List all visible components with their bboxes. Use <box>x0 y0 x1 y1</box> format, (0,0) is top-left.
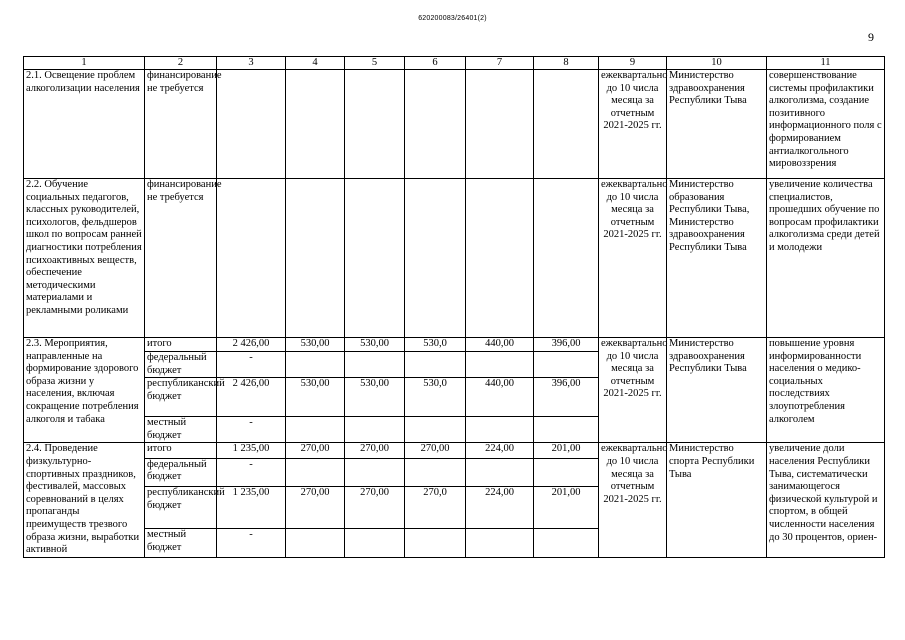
result-cell: повышение уровня информированности населения о медико-социальных последствиях злоупотребления алкоголем <box>767 338 885 443</box>
column-header: 1 <box>24 57 145 70</box>
value-cell: 224,00 <box>466 486 534 528</box>
activity-cell: 2.3. Мероприятия, направленные на формирование здорового образа жизни у населения, включая сокращение потребления алкоголя и табака <box>24 338 145 443</box>
program-table <box>23 56 885 558</box>
value-cell: - <box>217 417 286 443</box>
value-cell: 270,00 <box>286 443 345 458</box>
financing-cell: финансирование не требуется <box>145 70 217 179</box>
source-label: местный бюджет <box>145 529 217 557</box>
column-header: 9 <box>599 57 667 70</box>
value-cell: 396,00 <box>534 378 599 417</box>
value-cell: 440,00 <box>466 378 534 417</box>
column-header: 6 <box>405 57 466 70</box>
executor-cell: Министерство здравоохранения Республики Тыва <box>667 70 767 179</box>
period-cell: ежеквартально до 10 числа месяца за отчетным 2021-2025 гг. <box>599 179 667 338</box>
column-header: 3 <box>217 57 286 70</box>
period-cell: ежеквартально до 10 числа месяца за отчетным 2021-2025 гг. <box>599 338 667 443</box>
value-cell: 440,00 <box>466 338 534 352</box>
source-label: итого <box>145 443 217 458</box>
value-cell: 530,00 <box>345 338 405 352</box>
source-label: республиканский бюджет <box>145 486 217 528</box>
value-cell: 2 426,00 <box>217 378 286 417</box>
value-cell: 530,00 <box>286 338 345 352</box>
table-row <box>24 179 885 338</box>
executor-cell: Министерство спорта Республики Тыва <box>667 443 767 557</box>
value-cell: 1 235,00 <box>217 443 286 458</box>
column-header: 11 <box>767 57 885 70</box>
value-cell: 530,0 <box>405 378 466 417</box>
activity-cell: 2.2. Обучение социальных педагогов, классных руководителей, психологов, фельдшеров школ по вопросам ранней диагностики потребления психоактивных веществ, обеспечение методическими материалами и рекламными роликами <box>24 179 145 338</box>
value-cell: 396,00 <box>534 338 599 352</box>
value-cell: - <box>217 529 286 557</box>
value-cell: 224,00 <box>466 443 534 458</box>
activity-cell: 2.1. Освещение проблем алкоголизации населения <box>24 70 145 179</box>
executor-cell: Министерство здравоохранения Республики Тыва <box>667 338 767 443</box>
period-cell: ежеквартально до 10 числа месяца за отчетным 2021-2025 гг. <box>599 443 667 557</box>
value-cell: 201,00 <box>534 443 599 458</box>
column-header: 5 <box>345 57 405 70</box>
value-cell: 270,00 <box>286 486 345 528</box>
document-id: 620200083/26401(2) <box>418 15 487 22</box>
activity-cell: 2.4. Проведение физкультурно-спортивных праздников, фестивалей, массовых соревнований в целях пропаганды преимуществ трезвого образа жизни, выработки активной <box>24 443 145 557</box>
source-label: итого <box>145 338 217 352</box>
value-cell: 270,00 <box>345 443 405 458</box>
column-header: 4 <box>286 57 345 70</box>
value-cell: - <box>217 352 286 378</box>
table-row <box>24 70 885 179</box>
source-label: республиканский бюджет <box>145 378 217 417</box>
column-number-row <box>24 57 885 70</box>
period-cell: ежеквартально до 10 числа месяца за отчетным 2021-2025 гг. <box>599 70 667 179</box>
column-header: 7 <box>466 57 534 70</box>
table-row <box>24 338 885 352</box>
result-cell: совершенствование системы профилактики алкоголизма, создание позитивного информационного поля с формированием антиалкогольного мировоззрения <box>767 70 885 179</box>
value-cell: 2 426,00 <box>217 338 286 352</box>
result-cell: увеличение доли населения Республики Тыва, систематически занимающегося физической культурой и спортом, в общей численности населения до 30 процентов, ориен- <box>767 443 885 557</box>
value-cell: 1 235,00 <box>217 486 286 528</box>
source-label: местный бюджет <box>145 417 217 443</box>
column-header: 8 <box>534 57 599 70</box>
source-label: федеральный бюджет <box>145 458 217 486</box>
page-number: 9 <box>868 30 874 44</box>
value-cell: 270,0 <box>405 486 466 528</box>
result-cell: увеличение количества специалистов, прошедших обучение по вопросам профилактики алкоголизма среди детей и молодежи <box>767 179 885 338</box>
source-label: федеральный бюджет <box>145 352 217 378</box>
column-header: 2 <box>145 57 217 70</box>
value-cell: 270,00 <box>345 486 405 528</box>
value-cell: 201,00 <box>534 486 599 528</box>
value-cell: 270,00 <box>405 443 466 458</box>
value-cell: 530,0 <box>405 338 466 352</box>
value-cell: 530,00 <box>286 378 345 417</box>
financing-cell: финансирование не требуется <box>145 179 217 338</box>
column-header: 10 <box>667 57 767 70</box>
executor-cell: Министерство образования Республики Тыва, Министерство здравоохранения Республики Тыва <box>667 179 767 338</box>
value-cell: 530,00 <box>345 378 405 417</box>
table-row <box>24 443 885 458</box>
value-cell: - <box>217 458 286 486</box>
